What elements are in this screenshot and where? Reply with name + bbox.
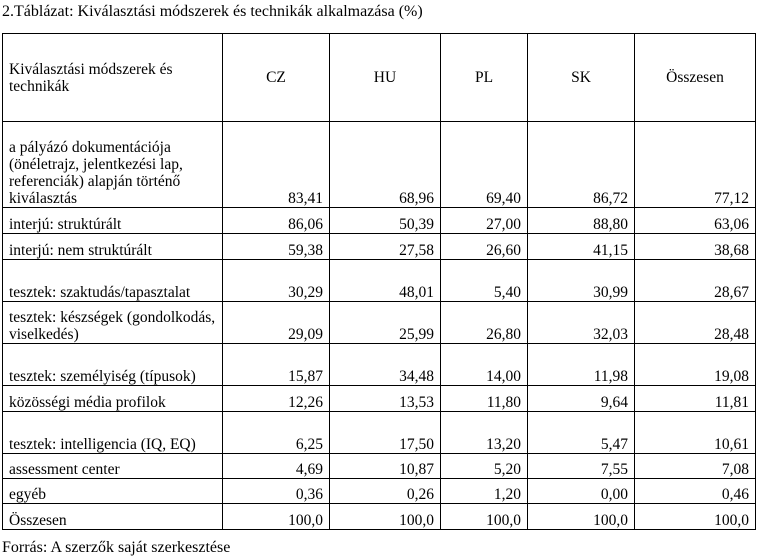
value-cell: 100,0 [330,504,441,530]
row-label: a pályázó dokumentációja (önéletrajz, jelentkezési lap, referenciák) alapján történő kiválasztás [3,122,223,208]
value-cell: 0,36 [223,479,330,504]
table-row [3,386,756,412]
value-cell: 28,67 [635,260,756,302]
value-cell: 5,47 [528,412,635,454]
table-row [3,479,756,504]
header-pl: PL [441,34,528,122]
value-cell: 68,96 [330,122,441,208]
value-cell: 83,41 [223,122,330,208]
row-label: közösségi média profilok [3,386,223,412]
value-cell: 0,46 [635,479,756,504]
table-row [3,260,756,302]
value-cell: 7,55 [528,454,635,479]
value-cell: 0,00 [528,479,635,504]
value-cell: 69,40 [441,122,528,208]
value-cell: 11,80 [441,386,528,412]
value-cell: 100,0 [441,504,528,530]
value-cell: 5,20 [441,454,528,479]
value-cell: 26,80 [441,302,528,344]
header-total: Összesen [635,34,756,122]
header-cz: CZ [223,34,330,122]
table-row [3,302,756,344]
value-cell: 100,0 [223,504,330,530]
value-cell: 50,39 [330,208,441,234]
row-label: interjú: struktúrált [3,208,223,234]
value-cell: 100,0 [635,504,756,530]
table-row [3,412,756,454]
value-cell: 13,20 [441,412,528,454]
value-cell: 38,68 [635,234,756,260]
value-cell: 29,09 [223,302,330,344]
value-cell: 19,08 [635,344,756,386]
value-cell: 17,50 [330,412,441,454]
source-note: Forrás: A szerzők saját szerkesztése [2,539,231,556]
table-row [3,208,756,234]
value-cell: 13,53 [330,386,441,412]
value-cell: 6,25 [223,412,330,454]
value-cell: 86,72 [528,122,635,208]
row-label: tesztek: személyiség (típusok) [3,344,223,386]
header-row [3,34,756,122]
table-row [3,122,756,208]
selection-methods-table [2,33,756,530]
value-cell: 77,12 [635,122,756,208]
value-cell: 25,99 [330,302,441,344]
value-cell: 12,26 [223,386,330,412]
value-cell: 34,48 [330,344,441,386]
header-hu: HU [330,34,441,122]
row-label: tesztek: szaktudás/tapasztalat [3,260,223,302]
row-label: tesztek: intelligencia (IQ, EQ) [3,412,223,454]
value-cell: 88,80 [528,208,635,234]
value-cell: 5,40 [441,260,528,302]
value-cell: 32,03 [528,302,635,344]
value-cell: 9,64 [528,386,635,412]
table-row [3,454,756,479]
value-cell: 63,06 [635,208,756,234]
header-sk: SK [528,34,635,122]
value-cell: 48,01 [330,260,441,302]
value-cell: 28,48 [635,302,756,344]
value-cell: 0,26 [330,479,441,504]
table-row [3,344,756,386]
row-label: assessment center [3,454,223,479]
value-cell: 100,0 [528,504,635,530]
row-label: tesztek: készségek (gondolkodás, viselkedés) [3,302,223,344]
table-caption: 2.Táblázat: Kiválasztási módszerek és technikák alkalmazása (%) [2,3,423,20]
value-cell: 27,00 [441,208,528,234]
row-label: egyéb [3,479,223,504]
row-label: interjú: nem struktúrált [3,234,223,260]
value-cell: 10,87 [330,454,441,479]
header-label: Kiválasztási módszerek és technikák [3,34,223,122]
table-row [3,234,756,260]
value-cell: 11,81 [635,386,756,412]
value-cell: 4,69 [223,454,330,479]
value-cell: 27,58 [330,234,441,260]
value-cell: 26,60 [441,234,528,260]
value-cell: 30,29 [223,260,330,302]
value-cell: 30,99 [528,260,635,302]
row-label: Összesen [3,504,223,530]
value-cell: 14,00 [441,344,528,386]
value-cell: 7,08 [635,454,756,479]
value-cell: 59,38 [223,234,330,260]
value-cell: 11,98 [528,344,635,386]
value-cell: 86,06 [223,208,330,234]
value-cell: 41,15 [528,234,635,260]
value-cell: 10,61 [635,412,756,454]
value-cell: 15,87 [223,344,330,386]
table-row [3,504,756,530]
value-cell: 1,20 [441,479,528,504]
